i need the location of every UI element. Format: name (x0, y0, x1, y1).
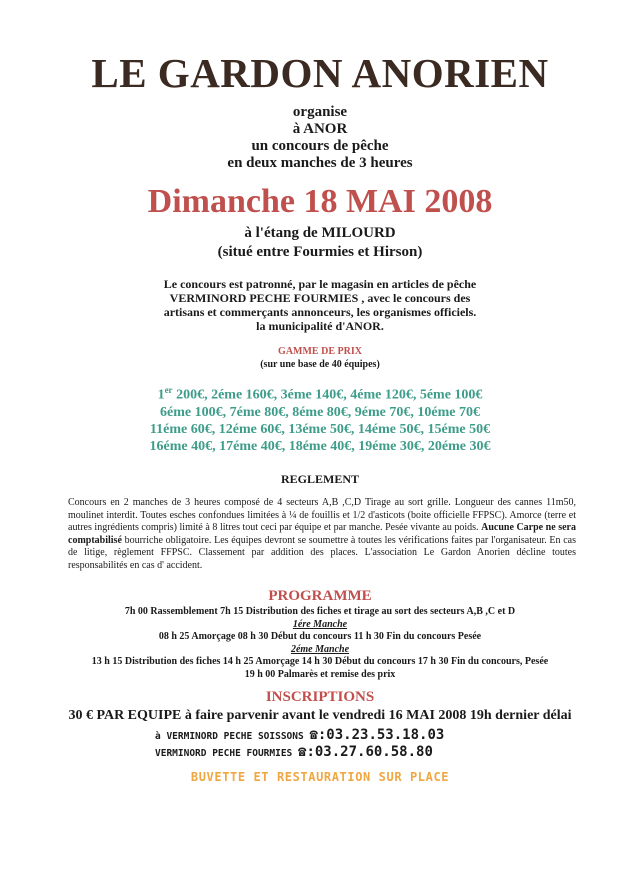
flyer-title: LE GARDON ANORIEN (91, 50, 549, 96)
sponsor-line: artisans et commerçants annonceurs, les organismes officiels. (163, 305, 477, 319)
prize-line (0, 382, 640, 404)
prize-line: 6éme 100€, 7éme 80€, 8éme 80€, 9éme 70€, 10éme 70€ (160, 404, 480, 420)
telephone-icon: ☎ (309, 727, 318, 743)
prize-line-text: 200€, 2éme 160€, 3éme 140€, 4éme 120€, 5éme 100€ (172, 387, 483, 403)
intro-block (0, 104, 640, 172)
programme-block (0, 606, 640, 681)
sponsor-line: Le concours est patronné, par le magasin en articles de pêche (163, 277, 477, 291)
programme-line: 7h 00 Rassemblement 7h 15 Distribution des fiches et tirage au sort des secteurs A,B ,C et D (124, 606, 516, 617)
intro-line: à ANOR (292, 121, 348, 137)
inscriptions-title: INSCRIPTIONS (265, 689, 375, 705)
intro-line: un concours de pêche (251, 138, 389, 154)
rules-text-part: bourriche obligatoire. Les équipes devront se soumettre à toutes les vérifications faites par l'organisateur. En cas de litige, règlement FFPSC. Classement par addition des places. L'association Le Gardon Anorien décline toutes responsabilités en cas d' accident. (68, 534, 576, 571)
contact-phone: :03.27.60.58.80 (306, 744, 433, 760)
prize-first-suffix: er (164, 385, 173, 395)
prize-range-subtitle: (sur une base de 40 équipes) (260, 359, 380, 370)
inscriptions-text: 30 € PAR EQUIPE à faire parvenir avant le vendredi 16 MAI 2008 19h dernier délai (68, 708, 572, 723)
buvette-notice: BUVETTE ET RESTAURATION SUR PLACE (190, 770, 450, 784)
manche-heading: 1ére Manche (292, 618, 348, 630)
prize-range-header (0, 345, 640, 371)
programme-line: 19 h 00 Palmarès et remise des prix (244, 668, 396, 680)
prize-range-title: GAMME DE PRIX (278, 346, 362, 357)
contact-phone: :03.23.53.18.03 (317, 727, 445, 743)
programme-title: PROGRAMME (268, 588, 372, 604)
location-line: à l'étang de MILOURD (244, 225, 396, 241)
contact-name: à VERMINORD PECHE SOISSONS (155, 731, 310, 742)
rules-title: REGLEMENT (280, 472, 359, 486)
event-date: Dimanche 18 MAI 2008 (147, 183, 493, 220)
sponsor-line: VERMINORD PECHE FOURMIES , avec le concours des (169, 291, 471, 305)
telephone-icon: ☎ (298, 744, 307, 760)
intro-line: organise (292, 104, 348, 120)
sponsor-line: la municipalité d'ANOR. (256, 319, 384, 333)
contact-fourmies (155, 741, 515, 760)
rules-text-part: Concours en 2 manches de 3 heures composé de 4 secteurs A,B ,C,D Tirage au sort grille. Longueur des cannes 11m50, moulinet interdit. Toutes esches confondues limitées à ¼ de fouillis et 1/2 d'asticots (boite officielle FFPSC). Amorce (terre et autres ingrédients compris) limité à 8 litres tout ceci par équipe et par manche. Pesée vivante au poids. (68, 497, 576, 534)
intro-line: en deux manches de 3 heures (227, 155, 413, 171)
programme-line: 13 h 15 Distribution des fiches 14 h 25 Amorçage 14 h 30 Début du concours 17 h 30 Fin du concours, Pesée (91, 656, 549, 667)
prize-list (0, 382, 640, 455)
contact-name: VERMINORD PECHE FOURMIES (155, 748, 298, 759)
prize-line: 11éme 60€, 12éme 60€, 13éme 50€, 14éme 50€, 15éme 50€ (149, 421, 491, 437)
manche-heading: 2éme Manche (290, 643, 350, 655)
rules-text (68, 497, 576, 573)
programme-line: 08 h 25 Amorçage 08 h 30 Début du concours 11 h 30 Fin du concours Pesée (158, 631, 482, 642)
sponsor-block (0, 277, 640, 333)
prize-line: 16éme 40€, 17éme 40€, 18éme 40€, 19éme 30€, 20éme 30€ (149, 438, 491, 454)
prize-first-rank: 1 (157, 387, 165, 403)
location-line: (situé entre Fourmies et Hirson) (217, 244, 423, 260)
location-block (0, 224, 640, 262)
rules-text-bold: Aucune Carpe ne sera comptabilisé (68, 522, 576, 546)
